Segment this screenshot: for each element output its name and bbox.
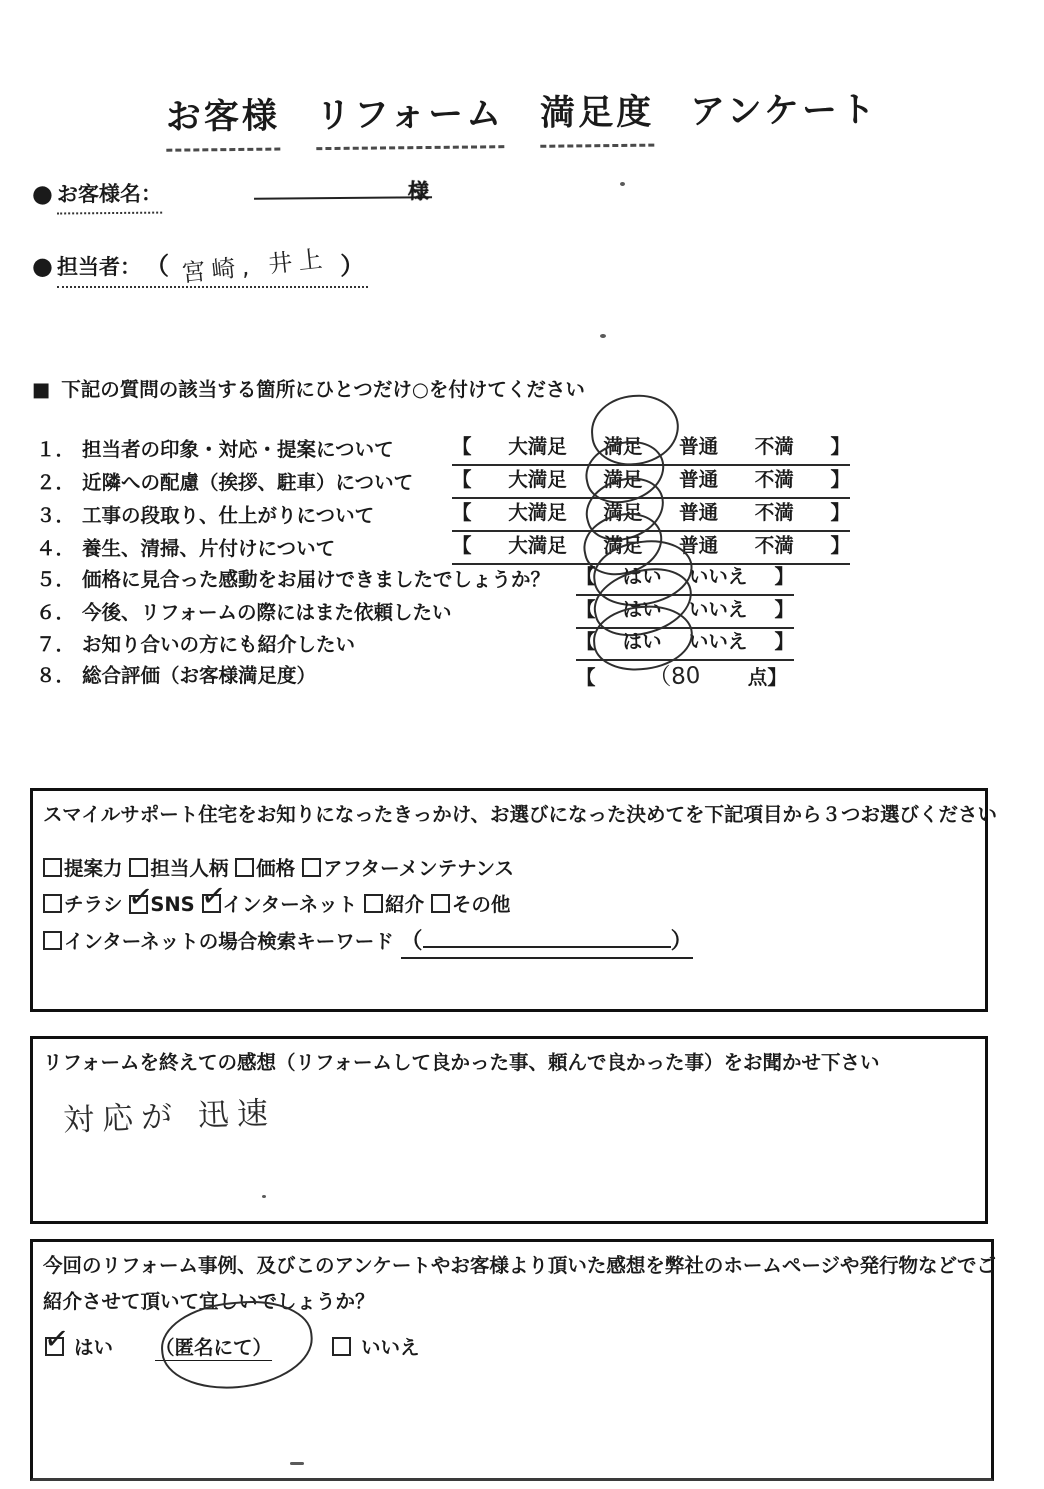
question-number: ６． [36, 601, 76, 624]
q3-option-manzoku[interactable]: 満足 [603, 501, 643, 524]
checkbox-label: はい [74, 1336, 114, 1359]
checkbox-label: アフターメンテナンス [322, 857, 515, 880]
source-shoukai[interactable] [364, 889, 424, 917]
checkbox[interactable] [43, 894, 62, 913]
q2-option-fuman[interactable]: 不満 [754, 468, 794, 491]
question-text: 養生、清掃、片付けについて [82, 537, 336, 560]
q6-option-hai-wrap[interactable] [623, 594, 662, 622]
checkbox-label: インターネット [222, 893, 358, 916]
title-word: リフォーム [316, 86, 505, 150]
source-kakaku[interactable] [235, 853, 295, 881]
source-aftermaintenance[interactable] [302, 853, 514, 881]
customer-name-suffix: 様 [407, 179, 430, 204]
q6-option-iie[interactable]: いいえ [688, 598, 748, 621]
question-7 [36, 629, 355, 657]
check-mark-icon [199, 877, 228, 914]
question-3 [36, 500, 374, 528]
bracket-open: 【 [576, 666, 596, 689]
customer-name-blank[interactable] [254, 174, 432, 200]
sources-box [30, 788, 997, 1012]
scan-speck [262, 1195, 266, 1198]
checkbox-label: 担当人柄 [150, 857, 229, 880]
customer-name-label: お客様名： [57, 178, 162, 215]
check-mark-icon [127, 879, 156, 916]
question-text: お知り合いの方にも紹介したい [82, 633, 356, 656]
checkbox[interactable] [364, 894, 383, 913]
bracket-close: 】 [774, 630, 794, 653]
checkbox[interactable] [302, 858, 321, 877]
paren-close: ） [670, 929, 693, 954]
source-chirashi[interactable] [43, 889, 123, 917]
publish-text-line2: 紹介させて頂いて宜しいでしょうか？ [43, 1290, 375, 1313]
q3-options [452, 497, 850, 532]
checkbox[interactable] [43, 858, 62, 877]
handwritten-impression[interactable]: 対応が 迅速 [62, 1095, 277, 1139]
sources-row-2 [43, 889, 510, 917]
q5-option-iie[interactable]: いいえ [688, 565, 748, 588]
checkbox-label: チラシ [64, 893, 123, 916]
q6-options [576, 594, 794, 629]
bullet-icon: ● [31, 179, 54, 208]
publish-no[interactable] [332, 1332, 420, 1360]
instruction-line [32, 374, 585, 402]
question-number: ７． [36, 633, 76, 656]
bracket-open: 【 [576, 598, 596, 621]
sources-header: スマイルサポート住宅をお知りになったきっかけ、お選びになった決めてを下記項目から３つお選びください [43, 803, 997, 826]
handwritten-score[interactable]: （80 [647, 662, 701, 692]
title-word: アンケート [689, 90, 879, 133]
anonymous-note-wrap [155, 1332, 272, 1360]
staff-field [57, 246, 368, 288]
staff-handwritten-names: 宮崎, 井上 [180, 244, 330, 288]
source-tantouhitogara[interactable] [129, 853, 228, 881]
source-sns[interactable] [129, 893, 194, 916]
checkbox-label: 価格 [256, 857, 296, 880]
q2-option-manzoku[interactable]: 満足 [603, 468, 643, 491]
q4-option-manzoku-wrap[interactable] [603, 530, 642, 558]
q2-option-futsuu[interactable]: 普通 [679, 468, 719, 491]
bracket-open: 【 [576, 630, 596, 653]
checkbox[interactable] [332, 1337, 351, 1356]
q2-option-daimanzoku[interactable]: 大満足 [508, 468, 567, 491]
paren-close: ） [340, 252, 365, 280]
check-mark-icon [42, 1320, 71, 1357]
title-word: 満足度 [540, 85, 655, 148]
checkbox-label: SNS [150, 893, 195, 916]
q4-option-fuman[interactable]: 不満 [754, 534, 794, 557]
question-text: 担当者の印象・対応・提案について [82, 438, 394, 461]
q1-option-manzoku[interactable]: 満足 [603, 435, 643, 458]
q7-option-hai[interactable]: はい [622, 630, 662, 653]
q6-option-hai[interactable]: はい [622, 598, 662, 621]
question-6 [36, 597, 452, 625]
q4-option-manzoku[interactable]: 満足 [603, 534, 643, 557]
q7-options [576, 626, 794, 661]
checkbox[interactable] [43, 931, 62, 950]
question-number: ５． [36, 568, 76, 591]
checkbox-label: 提案力 [64, 857, 123, 880]
keyword-blank[interactable] [423, 926, 671, 948]
bracket-close: 】 [774, 598, 794, 621]
q4-option-futsuu[interactable]: 普通 [679, 534, 719, 557]
q7-option-hai-wrap[interactable] [623, 626, 662, 654]
question-1 [36, 434, 394, 462]
bracket-close: 】 [830, 468, 850, 491]
scan-speck [620, 182, 625, 186]
question-text: 今後、リフォームの際にはまた依頼したい [82, 601, 452, 624]
question-text: 近隣への配慮（挨拶、駐車）について [82, 471, 414, 494]
page-title [0, 81, 1044, 154]
question-number: １． [36, 438, 76, 461]
q3-option-fuman[interactable]: 不満 [754, 501, 794, 524]
keyword-field [401, 924, 693, 959]
bracket-close: 】 [830, 501, 850, 524]
question-number: ４． [36, 537, 76, 560]
q1-option-fuman[interactable]: 不満 [754, 435, 794, 458]
checkbox[interactable] [129, 858, 148, 877]
question-8 [36, 660, 316, 688]
title-word: お客様 [166, 89, 281, 152]
checkbox[interactable] [431, 894, 450, 913]
bracket-open: 【 [452, 468, 472, 491]
q2-options [452, 464, 850, 499]
bracket-open: 【 [576, 565, 596, 588]
checkbox[interactable] [129, 895, 148, 914]
bracket-close: 】 [767, 666, 787, 689]
question-2 [36, 467, 413, 495]
scan-speck [600, 334, 606, 338]
question-4 [36, 533, 335, 561]
q5-option-hai[interactable]: はい [622, 565, 662, 588]
bracket-close: 】 [830, 534, 850, 557]
q7-option-iie[interactable]: いいえ [688, 630, 748, 653]
staff-row [32, 246, 368, 288]
instruction-text: 下記の質問の該当する箇所にひとつだけ○を付けてください [61, 378, 585, 401]
bracket-open: 【 [452, 501, 472, 524]
keyword-item [43, 926, 394, 954]
q1-option-futsuu[interactable]: 普通 [679, 435, 719, 458]
anonymous-note: （匿名にて） [155, 1336, 273, 1359]
square-bullet-icon: ■ [32, 378, 51, 401]
question-number: ３． [36, 504, 76, 527]
q4-option-daimanzoku[interactable]: 大満足 [508, 534, 567, 557]
checkbox-label: 紹介 [385, 893, 425, 916]
bracket-close: 】 [830, 435, 850, 458]
q3-option-futsuu[interactable]: 普通 [679, 501, 719, 524]
customer-name-row [32, 174, 429, 214]
checkbox[interactable] [202, 894, 221, 913]
paren-open: （ [144, 252, 169, 280]
question-number: ２． [36, 471, 76, 494]
score-unit: 点 [747, 666, 768, 689]
publish-answer-row [45, 1332, 420, 1360]
q8-score-field [576, 658, 787, 696]
scan-speck [290, 1462, 304, 1465]
keyword-row [43, 924, 693, 959]
staff-label: 担当者： [56, 255, 141, 279]
q5-option-hai-wrap[interactable] [623, 561, 662, 589]
q2-option-manzoku-wrap[interactable] [603, 464, 642, 492]
q4-options [452, 530, 850, 565]
bracket-open: 【 [452, 435, 472, 458]
q3-option-manzoku-wrap[interactable] [603, 497, 642, 525]
question-text: 総合評価（お客様満足度） [82, 664, 317, 687]
question-number: ８． [36, 664, 76, 687]
q1-option-manzoku-wrap[interactable] [603, 431, 642, 459]
q1-option-daimanzoku[interactable]: 大満足 [508, 435, 567, 458]
source-teiannryoku[interactable] [43, 853, 123, 881]
bracket-open: 【 [452, 534, 472, 557]
publish-text-line1: 今回のリフォーム事例、及びこのアンケートやお客様より頂いた感想を弊社のホームページや発行物などでご [43, 1254, 996, 1277]
impression-header: リフォームを終えての感想（リフォームして良かった事、頼んで良かった事）をお聞かせ下さい [43, 1051, 880, 1074]
checkbox-label: その他 [451, 893, 511, 916]
question-text: 価格に見合った感動をお届けできましたでしょうか？ [82, 568, 551, 591]
checkbox[interactable] [45, 1337, 64, 1356]
question-5 [36, 564, 550, 592]
q1-options [452, 431, 850, 466]
publish-box [30, 1239, 994, 1481]
question-text: 工事の段取り、仕上がりについて [82, 504, 375, 527]
publish-yes[interactable] [45, 1332, 113, 1360]
bracket-close: 】 [774, 565, 794, 588]
bullet-icon: ● [32, 252, 53, 280]
source-sonota[interactable] [431, 889, 511, 917]
q3-option-daimanzoku[interactable]: 大満足 [508, 501, 567, 524]
paren-open: （ [400, 929, 423, 954]
keyword-label: インターネットの場合検索キーワード [64, 930, 394, 953]
checkbox[interactable] [235, 858, 254, 877]
checkbox-label: いいえ [361, 1336, 420, 1359]
q5-options [576, 561, 794, 596]
sources-row-1 [43, 853, 514, 881]
source-internet[interactable] [202, 889, 358, 917]
impression-box [30, 1036, 988, 1224]
